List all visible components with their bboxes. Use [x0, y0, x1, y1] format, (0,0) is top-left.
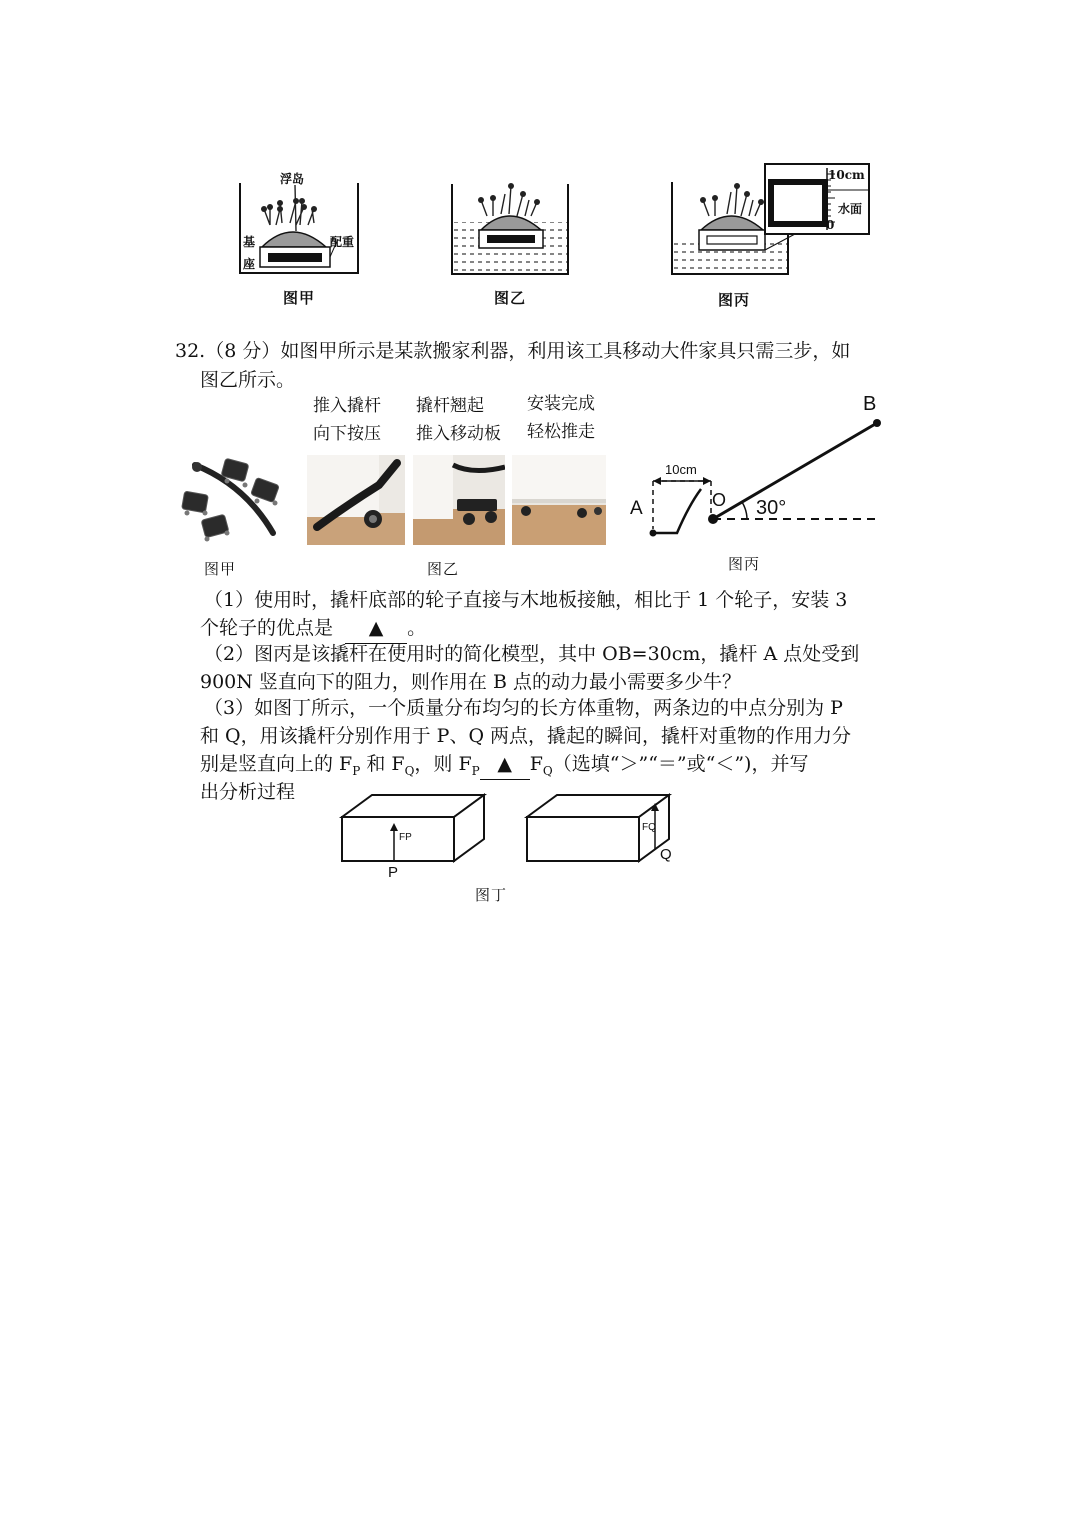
part-3-line-1: （3）如图丁所示，一个质量分布均匀的长方体重物，两条边的中点分别为 P — [204, 697, 843, 719]
float-island-label: 浮岛 — [280, 172, 305, 186]
q32-fig-yi-caption: 图乙 — [427, 560, 460, 578]
step-3-line2: 轻松推走 — [527, 422, 595, 442]
question-32-header: 32.（8 分）如图甲所示是某款搬家利器，利用该工具移动大件家具只需三步，如 — [175, 340, 851, 362]
lever-distance-label: 10cm — [665, 462, 697, 477]
q32-fig-jia-caption: 图甲 — [204, 560, 237, 578]
part-1-answer-blank[interactable]: ▲ — [345, 614, 407, 644]
part-1-prefix: 个轮子的优点是 — [200, 617, 334, 639]
weight-label: 配重 — [330, 235, 355, 249]
part-1-line-1: （1）使用时，撬杆底部的轮子直接与木地板接触，相比于 1 个轮子，安装 3 — [204, 589, 848, 611]
part-3-line-2: 和 Q，用该撬杆分别作用于 P、Q 两点，撬起的瞬间，撬杆对重物的作用力分 — [200, 725, 852, 747]
step-2-photo — [413, 455, 505, 545]
box-diagram-P — [338, 787, 488, 867]
fig-yi-caption: 图乙 — [494, 289, 527, 307]
question-32-header-cont: 图乙所示。 — [200, 369, 296, 391]
part-1-suffix: 。 — [407, 617, 427, 639]
lever-point-O: O — [712, 490, 727, 510]
fig-yi-diagram — [445, 170, 575, 280]
fig-bing-caption: 图丙 — [718, 291, 751, 309]
lever-point-A: A — [630, 498, 643, 519]
water-surface-label: 水面 — [838, 202, 863, 216]
q32-fig-bing-caption: 图丙 — [728, 555, 761, 573]
subscript-q-2: Q — [542, 763, 553, 778]
force-FQ-label: FQ — [642, 822, 656, 833]
part-3-answer-blank[interactable]: ▲ — [480, 750, 530, 780]
step-2-line1: 撬杆翘起 — [416, 396, 484, 416]
fig-jia-caption: 图甲 — [283, 289, 316, 307]
subscript-p: P — [352, 763, 361, 778]
subscript-q: Q — [404, 763, 415, 778]
base-label-1: 基 — [243, 235, 256, 249]
part-3-line-4: 出分析过程 — [200, 781, 296, 803]
base-label-2: 座 — [243, 257, 256, 271]
step-2-line2: 推入移动板 — [416, 424, 501, 444]
lever-angle-label: 30° — [756, 497, 787, 519]
part-3-text-a: 别是竖直向上的 F — [200, 753, 353, 775]
step-1-line2: 向下按压 — [313, 424, 381, 444]
part-3-text-e: （选填“＞”“＝”或“＜”)，并写 — [552, 753, 809, 775]
step-1-photo — [307, 455, 405, 545]
part-2-line-2: 900N 竖直向下的阻力，则作用在 B 点的动力最小需要多少牛？ — [200, 671, 741, 693]
step-3-line1: 安装完成 — [527, 394, 595, 414]
mover-tool-kit-image — [175, 455, 285, 555]
part-2-line-1: （2）图丙是该撬杆在使用时的简化模型，其中 OB=30cm，撬杆 A 点处受到 — [204, 643, 860, 665]
point-P-label: P — [388, 864, 399, 881]
scale-10cm-label: 10cm — [828, 168, 865, 182]
lever-point-B: B — [863, 393, 877, 415]
step-1-line1: 推入撬杆 — [313, 396, 381, 416]
step-3-photo — [512, 455, 606, 545]
fig-ding-caption: 图丁 — [475, 886, 508, 904]
force-FP-label: FP — [399, 832, 412, 843]
part-3-text-d: F — [529, 753, 543, 775]
part-3-text-c: ，则 F — [414, 753, 472, 775]
part-3-text-b: 和 F — [360, 753, 405, 775]
scale-zero-label: 0 — [826, 218, 835, 232]
subscript-p-2: P — [471, 763, 480, 778]
point-Q-label: Q — [660, 846, 672, 863]
